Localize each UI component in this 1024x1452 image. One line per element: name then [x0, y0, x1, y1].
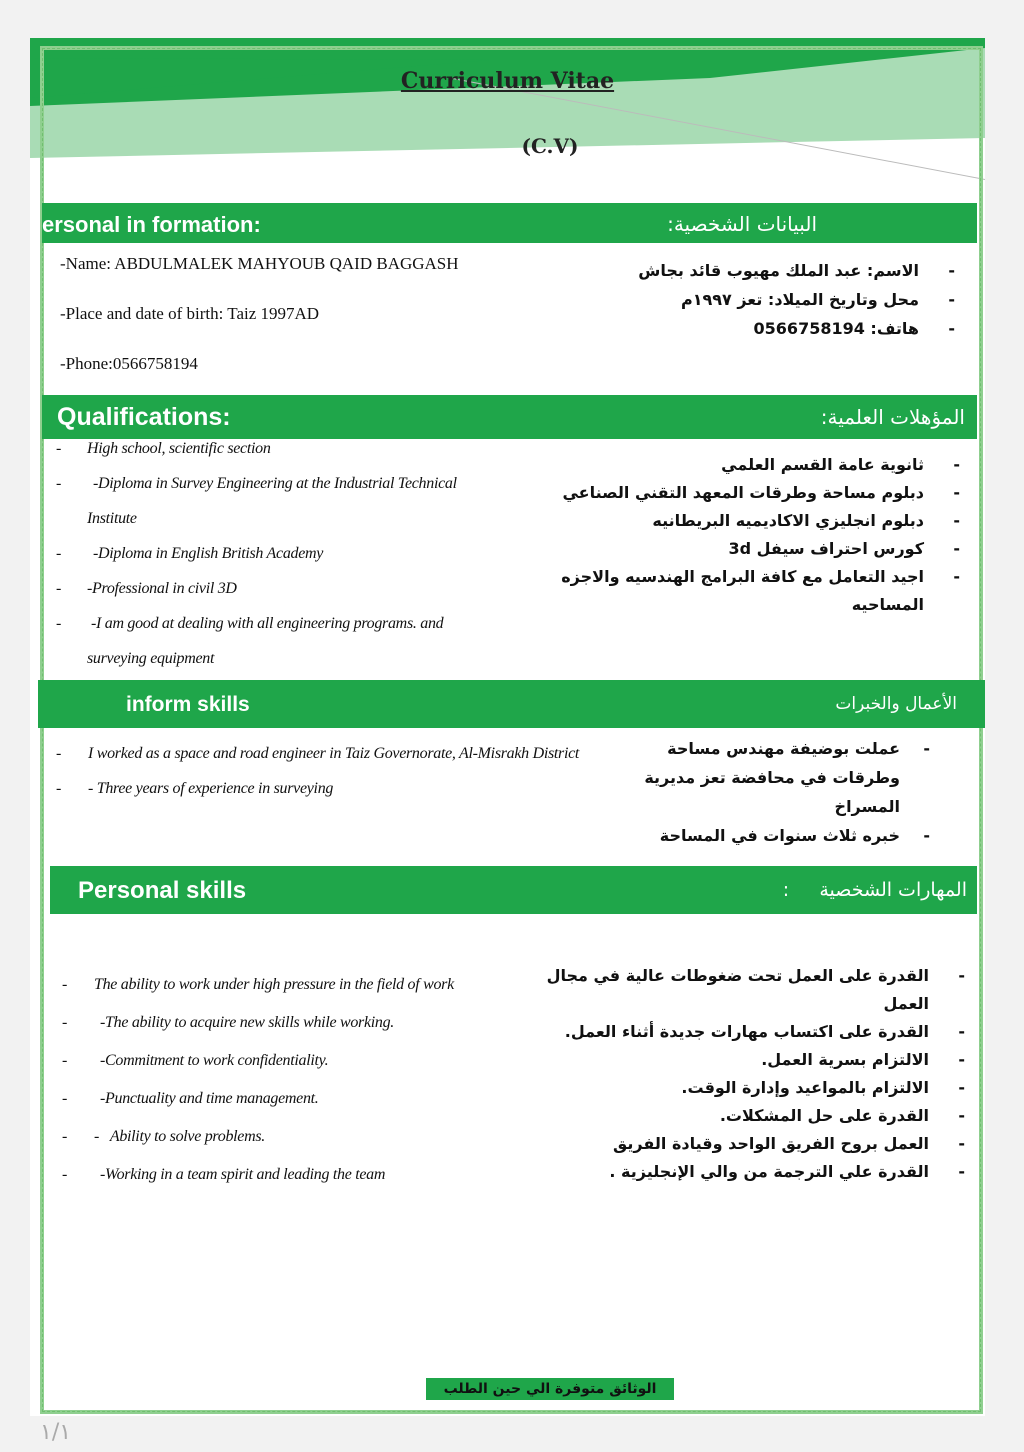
list-item: - الالتزام بالمواعيد وإدارة الوقت.: [681, 1078, 965, 1097]
phone-line: -Phone:0566758194: [60, 354, 198, 373]
list-item: - دبلوم مساحة وطرقات المعهد التقني الصناعي: [562, 483, 960, 502]
name-line: -Name: ABDULMALEK MAHYOUB QAID BAGGASH: [60, 254, 459, 273]
list-item: - عملت بوضيفة مهندس مساحة وطرقات في محافضة تعز مديرية المسراخ: [644, 739, 930, 816]
qualifications-heading-en: Qualifications:: [57, 403, 231, 431]
qualifications-ar-list: [550, 451, 960, 619]
personal-info-heading-ar: البيانات الشخصية:: [667, 212, 817, 236]
list-item: - محل وتاريخ الميلاد: تعز ١٩٩٧م: [680, 290, 955, 309]
list-item: - كورس احتراف سيفل 3d: [728, 539, 960, 558]
list-item: - هاتف: 0566758194: [753, 319, 955, 338]
list-item: - العمل بروح الفريق الواحد وقيادة الفريق: [613, 1134, 965, 1153]
personal-skills-header: [50, 866, 977, 914]
personal-info-header: [42, 203, 977, 243]
page-number: ١/١: [40, 1420, 72, 1445]
personal-info-heading-en: ersonal in formation:: [42, 212, 261, 237]
page-title: Curriculum Vitae: [400, 68, 615, 94]
footer-note: الوثائق متوفرة الي حين الطلب: [426, 1378, 674, 1400]
personal-skills-ar-list: [545, 962, 965, 1186]
page-border: [40, 46, 983, 1414]
experience-ar-list: [600, 734, 930, 850]
qualifications-header: [42, 395, 977, 439]
page-subtitle: (C.V): [521, 134, 579, 158]
list-item: - دبلوم انجليزي الاكاديميه البريطانيه: [652, 511, 960, 530]
cv-page: Curriculum Vitae (C.V) ersonal in formation: البيانات الشخصية: -Name: ABDULMALEK MAHYOUB QAID BAGGASH -Place and date of birth: Taiz 1997AD -Phone:0566758194 - الاسم: عبد الملك مهيوب قائد بجاش - محل وتاريخ الميلاد: تعز ١٩٩٧م - هاتف: 0566758194 Qualifications: المؤهلات العلمية: - High school, scientific section - -Diploma in Survey Engineering at the Industrial Technical Institute - -Diploma in English British Academy - -Professional in civil 3D - -I am good at dealing with all engineering programs. and surveying equipment - ثانوية عامة القسم العلمي - دبلوم مساحة وطرقات المعهد التقني الصناعي - دبلوم انجليزي الاكاديميه البريطانيه - كورس احتراف سيفل 3d - اجيد التعامل مع كافة البرامج الهندسيه والاجزه المساحيه inform skills الأعمال والخبرات - I worked as a space and road engineer in Taiz Governorate, Al-Misrakh District - - Three years of experience in surveying - عملت بوضيفة مهندس مساحة وطرقات في محافضة تعز مديرية المسراخ - خبره ثلاث سنوات في المساحة Personal skills المهارات الشخصية : - The ability to work under high pressure in the field of work - -The ability to acquire new skills while working. - -Commitment to work confidentiality. - -Punctuality and time management. - - Ability to solve problems. - -Working in a team spirit and leading the team - القدرة على العمل تحت ضغوطات عالية في مجال العمل - القدرة على اكتساب مهارات جديدة أثناء العمل. - الالتزام بسرية العمل. - الالتزام بالمواعيد وإدارة الوقت. - القدرة على حل المشكلات. - العمل بروح الفريق الواحد وقيادة الفريق - القدرة علي الترجمة من والي الإنجليزية . الوثائق متوفرة الي حين الطلب: [30, 38, 985, 1416]
list-item: - ثانوية عامة القسم العلمي: [721, 455, 960, 474]
list-item: - اجيد التعامل مع كافة البرامج الهندسيه والاجزه المساحيه: [561, 567, 960, 614]
personal-skills-heading-en: Personal skills: [78, 877, 247, 904]
experience-heading-ar: الأعمال والخبرات: [835, 694, 957, 714]
list-item: - القدرة على حل المشكلات.: [719, 1106, 965, 1125]
list-item: - القدرة علي الترجمة من والي الإنجليزية .: [609, 1162, 965, 1181]
list-item: - الاسم: عبد الملك مهيوب قائد بجاش: [638, 261, 955, 280]
experience-heading-en: inform skills: [126, 693, 250, 716]
birth-line: -Place and date of birth: Taiz 1997AD: [60, 304, 320, 323]
list-item: - خبره ثلاث سنوات في المساحة: [659, 826, 930, 845]
list-item: - القدرة على اكتساب مهارات جديدة أثناء العمل.: [564, 1022, 965, 1041]
experience-header: [38, 680, 985, 728]
qualifications-heading-ar: المؤهلات العلمية:: [820, 405, 965, 429]
personal-skills-heading-ar: المهارات الشخصية :: [782, 879, 967, 901]
list-item: - الالتزام بسرية العمل.: [761, 1050, 965, 1069]
personal-info-ar-list: [615, 256, 955, 343]
list-item: - القدرة على العمل تحت ضغوطات عالية في مجال العمل: [546, 966, 965, 1013]
